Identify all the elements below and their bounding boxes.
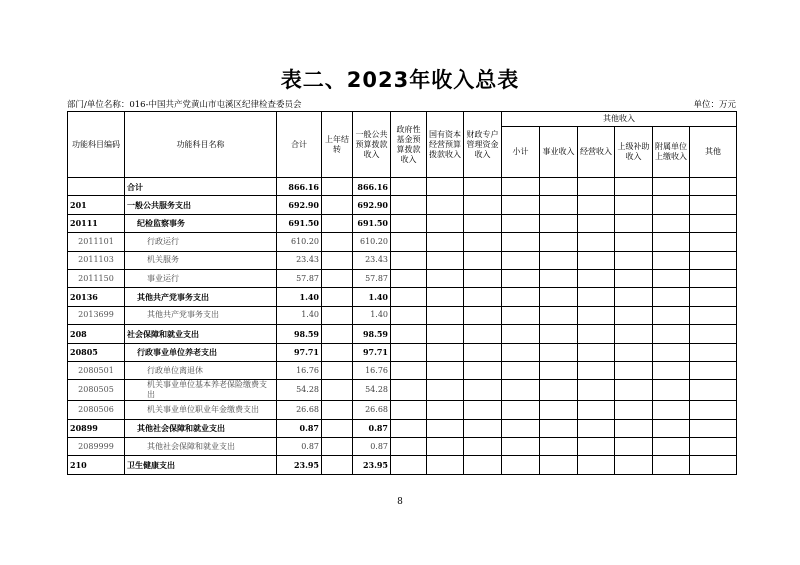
cell-empty (391, 233, 427, 251)
cell-empty (391, 269, 427, 287)
table-row (68, 251, 737, 269)
cell-total: 0.87 (277, 438, 322, 456)
cell-empty (540, 288, 578, 306)
cell-carryover (322, 361, 353, 379)
cell-empty (391, 178, 427, 196)
cell-total: 610.20 (277, 233, 322, 251)
table-row (68, 288, 737, 306)
cell-empty (578, 178, 615, 196)
cell-empty (690, 233, 737, 251)
unit-label: 单位：万元 (693, 100, 736, 110)
cell-carryover (322, 380, 353, 401)
cell-empty (690, 178, 737, 196)
cell-carryover (322, 288, 353, 306)
cell-code: 2089999 (68, 438, 125, 456)
cell-empty (690, 306, 737, 324)
cell-empty (427, 196, 464, 214)
cell-carryover (322, 325, 353, 343)
cell-name: 其他共产党事务支出 (125, 306, 277, 324)
cell-total: 23.43 (277, 251, 322, 269)
cell-empty (427, 343, 464, 361)
cell-empty (391, 306, 427, 324)
cell-empty (690, 251, 737, 269)
cell-general-budget: 98.59 (353, 325, 391, 343)
cell-empty (427, 325, 464, 343)
cell-empty (653, 380, 690, 401)
cell-empty (464, 438, 502, 456)
cell-empty (427, 456, 464, 474)
cell-empty (653, 401, 690, 419)
cell-empty (540, 196, 578, 214)
cell-empty (464, 419, 502, 437)
cell-empty (578, 343, 615, 361)
cell-empty (502, 178, 540, 196)
cell-empty (653, 233, 690, 251)
table-row (68, 419, 737, 437)
cell-general-budget: 866.16 (353, 178, 391, 196)
cell-empty (578, 325, 615, 343)
cell-carryover (322, 196, 353, 214)
cell-empty (540, 361, 578, 379)
cell-code: 2080505 (68, 380, 125, 401)
header-carryover: 上年结转 (322, 112, 353, 178)
cell-empty (391, 438, 427, 456)
cell-name: 机关事业单位基本养老保险缴费支出 (125, 380, 277, 401)
cell-empty (540, 456, 578, 474)
cell-empty (427, 401, 464, 419)
cell-empty (540, 401, 578, 419)
table-row (68, 401, 737, 419)
header-state-capital: 国有资本经营预算拨款收入 (427, 112, 464, 178)
cell-empty (391, 419, 427, 437)
cell-general-budget: 1.40 (353, 306, 391, 324)
cell-total: 16.76 (277, 361, 322, 379)
cell-code: 201 (68, 196, 125, 214)
cell-empty (615, 419, 653, 437)
header-other-income: 其他收入 (502, 112, 737, 127)
cell-empty (502, 401, 540, 419)
cell-name: 其他社会保障和就业支出 (125, 438, 277, 456)
cell-empty (391, 343, 427, 361)
cell-empty (690, 380, 737, 401)
cell-code: 2011101 (68, 233, 125, 251)
cell-empty (615, 306, 653, 324)
cell-empty (615, 438, 653, 456)
cell-general-budget: 97.71 (353, 343, 391, 361)
cell-code: 2011150 (68, 269, 125, 287)
cell-carryover (322, 178, 353, 196)
cell-empty (615, 196, 653, 214)
cell-code: 2080501 (68, 361, 125, 379)
cell-empty (578, 251, 615, 269)
cell-empty (391, 214, 427, 232)
cell-empty (540, 380, 578, 401)
cell-empty (502, 214, 540, 232)
cell-general-budget: 0.87 (353, 438, 391, 456)
cell-general-budget: 57.87 (353, 269, 391, 287)
cell-empty (540, 178, 578, 196)
cell-empty (464, 251, 502, 269)
cell-empty (578, 401, 615, 419)
cell-empty (578, 419, 615, 437)
header-affiliated: 附属单位上缴收入 (653, 127, 690, 178)
cell-general-budget: 691.50 (353, 214, 391, 232)
cell-empty (464, 401, 502, 419)
cell-carryover (322, 233, 353, 251)
cell-empty (391, 251, 427, 269)
cell-empty (578, 233, 615, 251)
cell-empty (502, 419, 540, 437)
cell-name: 社会保障和就业支出 (125, 325, 277, 343)
cell-empty (464, 325, 502, 343)
cell-empty (653, 178, 690, 196)
cell-empty (653, 196, 690, 214)
cell-total: 692.90 (277, 196, 322, 214)
cell-empty (540, 438, 578, 456)
cell-empty (502, 438, 540, 456)
cell-general-budget: 0.87 (353, 419, 391, 437)
table-row (68, 325, 737, 343)
header-fiscal-special: 财政专户管理资金收入 (464, 112, 502, 178)
cell-empty (615, 456, 653, 474)
cell-empty (427, 251, 464, 269)
cell-total: 97.71 (277, 343, 322, 361)
cell-empty (427, 233, 464, 251)
cell-empty (578, 269, 615, 287)
cell-empty (690, 419, 737, 437)
cell-code: 20136 (68, 288, 125, 306)
cell-empty (615, 288, 653, 306)
table-row (68, 438, 737, 456)
cell-empty (578, 288, 615, 306)
table-row (68, 233, 737, 251)
cell-empty (615, 343, 653, 361)
cell-empty (578, 438, 615, 456)
cell-name: 一般公共服务支出 (125, 196, 277, 214)
cell-total: 23.95 (277, 456, 322, 474)
table-row (68, 380, 737, 401)
header-code: 功能科目编码 (68, 112, 125, 178)
cell-empty (502, 306, 540, 324)
cell-empty (427, 288, 464, 306)
cell-empty (502, 380, 540, 401)
cell-empty (502, 325, 540, 343)
cell-empty (615, 214, 653, 232)
cell-empty (464, 456, 502, 474)
cell-empty (427, 419, 464, 437)
cell-code: 2013699 (68, 306, 125, 324)
cell-general-budget: 23.95 (353, 456, 391, 474)
cell-empty (391, 361, 427, 379)
income-summary-table (67, 111, 737, 475)
cell-empty (391, 325, 427, 343)
cell-empty (615, 269, 653, 287)
cell-empty (653, 214, 690, 232)
cell-empty (464, 196, 502, 214)
cell-carryover (322, 251, 353, 269)
cell-empty (690, 269, 737, 287)
cell-general-budget: 610.20 (353, 233, 391, 251)
cell-general-budget: 16.76 (353, 361, 391, 379)
cell-empty (502, 269, 540, 287)
cell-empty (615, 233, 653, 251)
cell-total: 98.59 (277, 325, 322, 343)
cell-empty (427, 178, 464, 196)
cell-empty (578, 214, 615, 232)
cell-empty (464, 361, 502, 379)
cell-empty (540, 233, 578, 251)
header-general-budget: 一般公共预算拨款收入 (353, 112, 391, 178)
cell-empty (653, 251, 690, 269)
cell-general-budget: 23.43 (353, 251, 391, 269)
header-other: 其他 (690, 127, 737, 178)
cell-empty (653, 288, 690, 306)
cell-empty (502, 251, 540, 269)
cell-code: 210 (68, 456, 125, 474)
cell-empty (391, 380, 427, 401)
cell-empty (615, 361, 653, 379)
cell-empty (464, 343, 502, 361)
cell-empty (615, 401, 653, 419)
cell-empty (427, 214, 464, 232)
cell-empty (540, 251, 578, 269)
cell-empty (502, 196, 540, 214)
header-superior-subsidy: 上级补助收入 (615, 127, 653, 178)
cell-empty (391, 288, 427, 306)
cell-empty (690, 214, 737, 232)
cell-empty (502, 361, 540, 379)
cell-total: 866.16 (277, 178, 322, 196)
cell-carryover (322, 214, 353, 232)
cell-carryover (322, 343, 353, 361)
cell-empty (464, 288, 502, 306)
cell-carryover (322, 401, 353, 419)
cell-name: 卫生健康支出 (125, 456, 277, 474)
cell-empty (578, 306, 615, 324)
cell-empty (427, 361, 464, 379)
cell-empty (615, 325, 653, 343)
cell-empty (653, 343, 690, 361)
cell-name: 其他社会保障和就业支出 (125, 419, 277, 437)
cell-name: 行政事业单位养老支出 (125, 343, 277, 361)
cell-name: 其他共产党事务支出 (125, 288, 277, 306)
cell-general-budget: 1.40 (353, 288, 391, 306)
cell-code: 20899 (68, 419, 125, 437)
table-body (68, 178, 737, 475)
cell-carryover (322, 419, 353, 437)
cell-general-budget: 692.90 (353, 196, 391, 214)
cell-empty (653, 419, 690, 437)
cell-empty (690, 325, 737, 343)
page-title: 表二、2023年收入总表 (280, 68, 520, 92)
table-row (68, 178, 737, 196)
cell-empty (464, 214, 502, 232)
cell-empty (578, 380, 615, 401)
cell-total: 1.40 (277, 288, 322, 306)
cell-name: 合计 (125, 178, 277, 196)
cell-empty (540, 325, 578, 343)
cell-empty (540, 269, 578, 287)
cell-total: 0.87 (277, 419, 322, 437)
cell-total: 54.28 (277, 380, 322, 401)
cell-name: 行政运行 (125, 233, 277, 251)
cell-code: 2080506 (68, 401, 125, 419)
cell-empty (690, 361, 737, 379)
table-row (68, 456, 737, 474)
table-row (68, 343, 737, 361)
cell-empty (427, 380, 464, 401)
cell-empty (391, 196, 427, 214)
cell-total: 691.50 (277, 214, 322, 232)
cell-empty (427, 269, 464, 287)
cell-empty (653, 361, 690, 379)
cell-carryover (322, 456, 353, 474)
cell-empty (653, 325, 690, 343)
cell-empty (615, 178, 653, 196)
cell-empty (578, 196, 615, 214)
cell-empty (502, 343, 540, 361)
cell-carryover (322, 306, 353, 324)
header-total: 合计 (277, 112, 322, 178)
cell-empty (502, 233, 540, 251)
cell-name: 机关服务 (125, 251, 277, 269)
cell-code: 208 (68, 325, 125, 343)
header-subtotal: 小计 (502, 127, 540, 178)
cell-empty (464, 178, 502, 196)
header-gov-fund: 政府性基金预算拨款收入 (391, 112, 427, 178)
table-row (68, 306, 737, 324)
cell-empty (653, 269, 690, 287)
cell-empty (464, 306, 502, 324)
cell-carryover (322, 438, 353, 456)
cell-name: 事业运行 (125, 269, 277, 287)
cell-empty (391, 401, 427, 419)
cell-empty (690, 438, 737, 456)
cell-empty (540, 419, 578, 437)
cell-name: 行政单位离退休 (125, 361, 277, 379)
cell-code: 20111 (68, 214, 125, 232)
cell-code: 2011103 (68, 251, 125, 269)
cell-empty (653, 438, 690, 456)
cell-carryover (322, 269, 353, 287)
cell-empty (690, 456, 737, 474)
cell-name: 机关事业单位职业年金缴费支出 (125, 401, 277, 419)
cell-general-budget: 54.28 (353, 380, 391, 401)
cell-empty (540, 343, 578, 361)
cell-empty (615, 251, 653, 269)
cell-total: 1.40 (277, 306, 322, 324)
cell-empty (690, 196, 737, 214)
cell-total: 26.68 (277, 401, 322, 419)
cell-empty (427, 438, 464, 456)
cell-general-budget: 26.68 (353, 401, 391, 419)
table-row (68, 361, 737, 379)
table-row (68, 269, 737, 287)
table-row (68, 214, 737, 232)
cell-empty (578, 456, 615, 474)
cell-empty (540, 306, 578, 324)
cell-empty (690, 401, 737, 419)
cell-code (68, 178, 125, 196)
department-label: 部门/单位名称：016-中国共产党黄山市屯溪区纪律检查委员会 (67, 100, 302, 110)
cell-total: 57.87 (277, 269, 322, 287)
cell-code: 20805 (68, 343, 125, 361)
cell-empty (391, 456, 427, 474)
cell-empty (653, 306, 690, 324)
cell-empty (502, 456, 540, 474)
cell-empty (540, 214, 578, 232)
cell-empty (464, 233, 502, 251)
cell-empty (653, 456, 690, 474)
cell-empty (502, 288, 540, 306)
cell-empty (578, 361, 615, 379)
header-operating: 经营收入 (578, 127, 615, 178)
cell-empty (615, 380, 653, 401)
cell-empty (427, 306, 464, 324)
cell-empty (690, 343, 737, 361)
cell-empty (464, 269, 502, 287)
table-row (68, 196, 737, 214)
cell-empty (690, 288, 737, 306)
cell-empty (464, 380, 502, 401)
header-name: 功能科目名称 (125, 112, 277, 178)
cell-name: 纪检监察事务 (125, 214, 277, 232)
header-business: 事业收入 (540, 127, 578, 178)
page-number: 8 (397, 497, 403, 507)
